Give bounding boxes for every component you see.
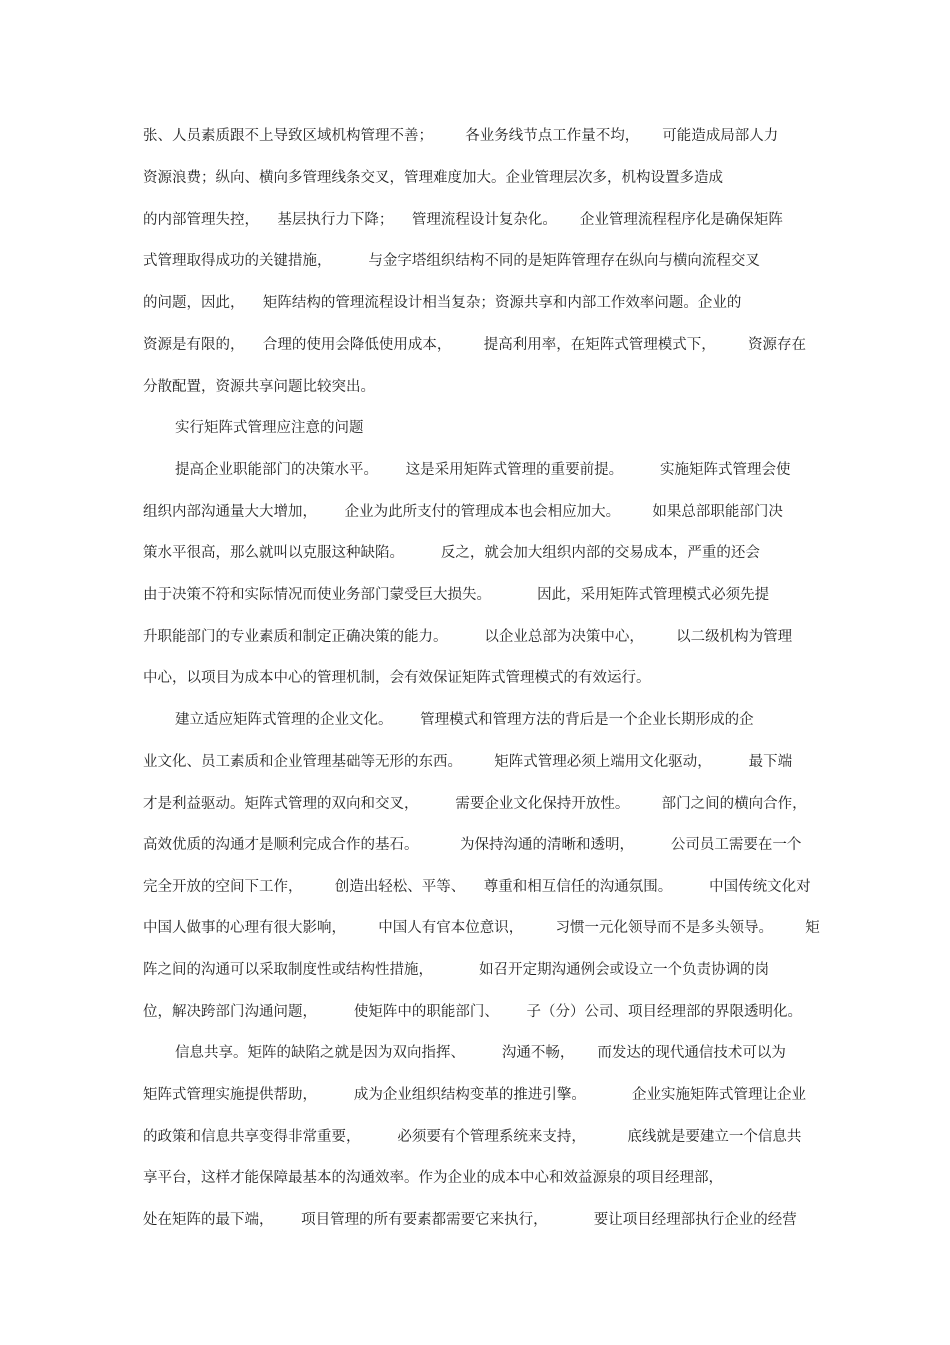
text-line-24: 矩阵式管理实施提供帮助， 成为企业组织结构变革的推进引擎。 企业实施矩阵式管理让企业 (143, 1087, 806, 1103)
text-line-1: 张、人员素质跟不上导致区域机构管理不善； 各业务线节点工作量不均， 可能造成局部人力 (143, 128, 779, 144)
section-heading: 实行矩阵式管理应注意的问题 (175, 420, 364, 436)
text-line-17: 才是利益驱动。矩阵式管理的双向和交叉， 需要企业文化保持开放性。 部门之间的横向合作， (143, 796, 807, 812)
text-line-10: 组织内部沟通量大大增加， 企业为此所支付的管理成本也会相应加大。 如果总部职能部门决 (143, 504, 783, 520)
text-line-16: 业文化、员工素质和企业管理基础等无形的东西。 矩阵式管理必须上端用文化驱动， 最下端 (143, 754, 793, 770)
text-line-15: 建立适应矩阵式管理的企业文化。 管理模式和管理方法的背后是一个企业长期形成的企 (175, 712, 754, 728)
text-line-9: 提高企业职能部门的决策水平。 这是采用矩阵式管理的重要前提。 实施矩阵式管理会使 (175, 462, 791, 478)
text-line-25: 的政策和信息共享变得非常重要， 必须要有个管理系统来支持， 底线就是要建立一个信息共 (143, 1129, 802, 1145)
text-line-27: 处在矩阵的最下端， 项目管理的所有要素都需要它来执行， 要让项目经理部执行企业的经营 (143, 1212, 797, 1228)
text-line-19: 完全开放的空间下工作， 创造出轻松、平等、 尊重和相互信任的沟通氛围。 中国传统文化对 (143, 879, 811, 895)
text-line-22: 位，解决跨部门沟通问题， 使矩阵中的职能部门、 子（分）公司、项目经理部的界限透明化。 (143, 1004, 803, 1020)
text-line-6: 资源是有限的， 合理的使用会降低使用成本， 提高利用率，在矩阵式管理模式下， 资源存在 (143, 337, 806, 353)
text-line-26: 享平台，这样才能保障最基本的沟通效率。作为企业的成本中心和效益源泉的项目经理部， (143, 1170, 723, 1186)
text-line-2: 资源浪费；纵向、横向多管理线条交叉，管理难度加大。企业管理层次多，机构设置多造成 (143, 170, 723, 186)
text-line-23: 信息共享。矩阵的缺陷之就是因为双向指挥、 沟通不畅， 而发达的现代通信技术可以为 (175, 1045, 786, 1061)
text-line-21: 阵之间的沟通可以采取制度性或结构性措施， 如召开定期沟通例会或设立一个负责协调的岗 (143, 962, 770, 978)
text-line-18: 高效优质的沟通才是顺利完成合作的基石。 为保持沟通的清晰和透明， 公司员工需要在一个 (143, 837, 802, 853)
text-line-13: 升职能部门的专业素质和制定正确决策的能力。 以企业总部为决策中心， 以二级机构为管理 (143, 629, 793, 645)
text-line-3: 的内部管理失控， 基层执行力下降； 管理流程设计复杂化。 企业管理流程程序化是确保矩阵 (143, 212, 783, 228)
text-line-20: 中国人做事的心理有很大影响， 中国人有官本位意识， 习惯一元化领导而不是多头领导。 矩 (143, 920, 820, 936)
text-line-12: 由于决策不符和实际情况而使业务部门蒙受巨大损失。 因此，采用矩阵式管理模式必须先提 (143, 587, 770, 603)
text-line-4: 式管理取得成功的关键措施， 与金字塔组织结构不同的是矩阵管理存在纵向与横向流程交叉 (143, 253, 760, 269)
text-line-5: 的问题，因此， 矩阵结构的管理流程设计相当复杂；资源共享和内部工作效率问题。企业的 (143, 295, 742, 311)
text-line-14: 中心，以项目为成本中心的管理机制，会有效保证矩阵式管理模式的有效运行。 (143, 670, 651, 686)
text-line-7: 分散配置，资源共享问题比较突出。 (143, 379, 375, 395)
text-line-11: 策水平很高，那么就叫以克服这种缺陷。 反之，就会加大组织内部的交易成本，严重的还会 (143, 545, 760, 561)
